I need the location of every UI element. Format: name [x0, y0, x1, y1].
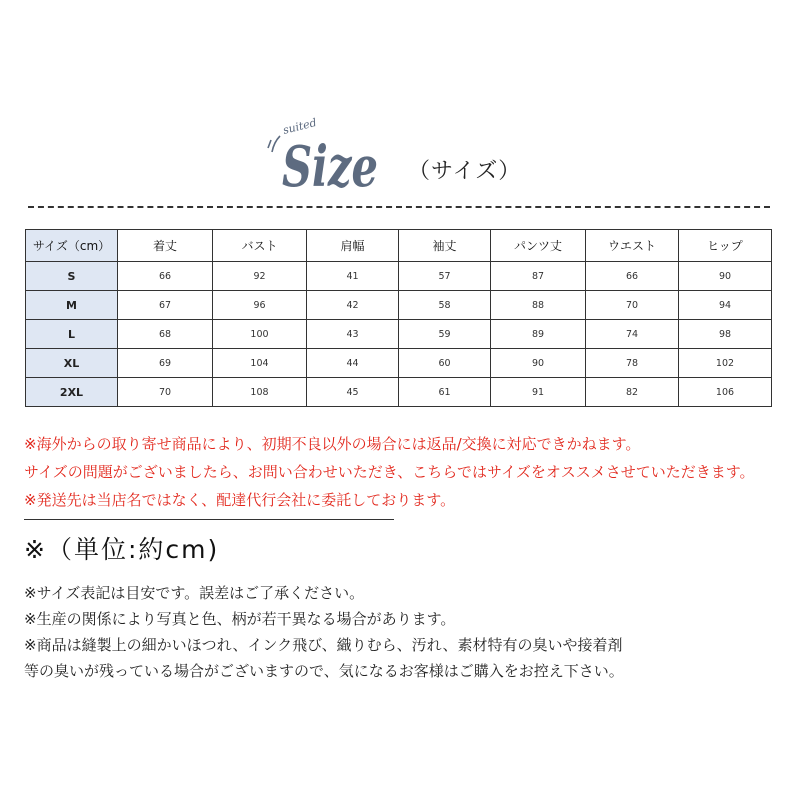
column-header: バスト	[213, 230, 307, 262]
size-label-cell: XL	[26, 349, 118, 378]
note-line: 等の臭いが残っている場合がございますので、気になるお客様はご購入をお控え下さい。	[24, 662, 624, 680]
size-label-cell: M	[26, 291, 118, 320]
brand-big-text: Size	[282, 134, 378, 200]
dashed-divider	[28, 206, 770, 208]
note-line: ※生産の関係により写真と色、柄が若干異なる場合があります。	[24, 610, 456, 628]
table-cell: 69	[118, 349, 213, 378]
table-cell: 90	[679, 262, 772, 291]
table-cell: 88	[491, 291, 586, 320]
table-cell: 108	[213, 378, 307, 407]
logo-accent-stroke	[268, 140, 271, 148]
notice-line: ※海外からの取り寄せ商品により、初期不良以外の場合には返品/交換に対応できかねます。	[24, 435, 641, 453]
note-line: ※サイズ表記は目安です。誤差はご了承ください。	[24, 584, 365, 602]
table-cell: 68	[118, 320, 213, 349]
table-cell: 57	[399, 262, 491, 291]
table-cell: 67	[118, 291, 213, 320]
table-cell: 66	[118, 262, 213, 291]
column-header: パンツ丈	[491, 230, 586, 262]
column-header: サイズ（cm）	[26, 230, 118, 262]
notice-divider	[24, 519, 394, 520]
table-row	[26, 291, 772, 320]
red-notices	[24, 430, 784, 514]
table-cell: 89	[491, 320, 586, 349]
notice-line: サイズの問題がございましたら、お問い合わせいただき、こちらではサイズをオススメさせていただきます。	[24, 463, 755, 481]
size-label-cell: L	[26, 320, 118, 349]
size-title-jp: （サイズ）	[408, 159, 522, 184]
table-row	[26, 320, 772, 349]
table-cell: 90	[491, 349, 586, 378]
note-line: ※商品は縫製上の細かいほつれ、インク飛び、織りむら、汚れ、素材特有の臭いや接着剤	[24, 636, 623, 654]
table-cell: 45	[307, 378, 399, 407]
table-cell: 59	[399, 320, 491, 349]
table-cell: 94	[679, 291, 772, 320]
table-cell: 58	[399, 291, 491, 320]
size-logo	[262, 100, 382, 200]
table-row	[26, 349, 772, 378]
column-header: 着丈	[118, 230, 213, 262]
table-cell: 42	[307, 291, 399, 320]
brand-small-text: suited	[281, 116, 318, 137]
table-cell: 41	[307, 262, 399, 291]
unit-heading: ※（単位:約cm)	[24, 535, 220, 564]
table-cell: 44	[307, 349, 399, 378]
column-header: ヒップ	[679, 230, 772, 262]
table-cell: 104	[213, 349, 307, 378]
table-cell: 96	[213, 291, 307, 320]
table-cell: 92	[213, 262, 307, 291]
table-cell: 98	[679, 320, 772, 349]
table-cell: 74	[586, 320, 679, 349]
notice-line: ※発送先は当店名ではなく、配達代行会社に委託しております。	[24, 491, 456, 509]
column-header: ウエスト	[586, 230, 679, 262]
column-header: 肩幅	[307, 230, 399, 262]
table-cell: 82	[586, 378, 679, 407]
table-cell: 61	[399, 378, 491, 407]
table-cell: 66	[586, 262, 679, 291]
product-notes	[24, 580, 784, 684]
logo-accent-stroke	[272, 136, 280, 152]
table-cell: 106	[679, 378, 772, 407]
size-label-cell: 2XL	[26, 378, 118, 407]
table-cell: 70	[586, 291, 679, 320]
size-header	[0, 0, 800, 200]
table-row	[26, 262, 772, 291]
column-header: 袖丈	[399, 230, 491, 262]
table-cell: 78	[586, 349, 679, 378]
table-cell: 43	[307, 320, 399, 349]
size-chart-table	[25, 229, 772, 407]
table-header-row	[26, 230, 772, 262]
table-cell: 60	[399, 349, 491, 378]
size-label-cell: S	[26, 262, 118, 291]
table-cell: 70	[118, 378, 213, 407]
table-cell: 102	[679, 349, 772, 378]
table-cell: 100	[213, 320, 307, 349]
table-cell: 91	[491, 378, 586, 407]
table-row	[26, 378, 772, 407]
table-cell: 87	[491, 262, 586, 291]
